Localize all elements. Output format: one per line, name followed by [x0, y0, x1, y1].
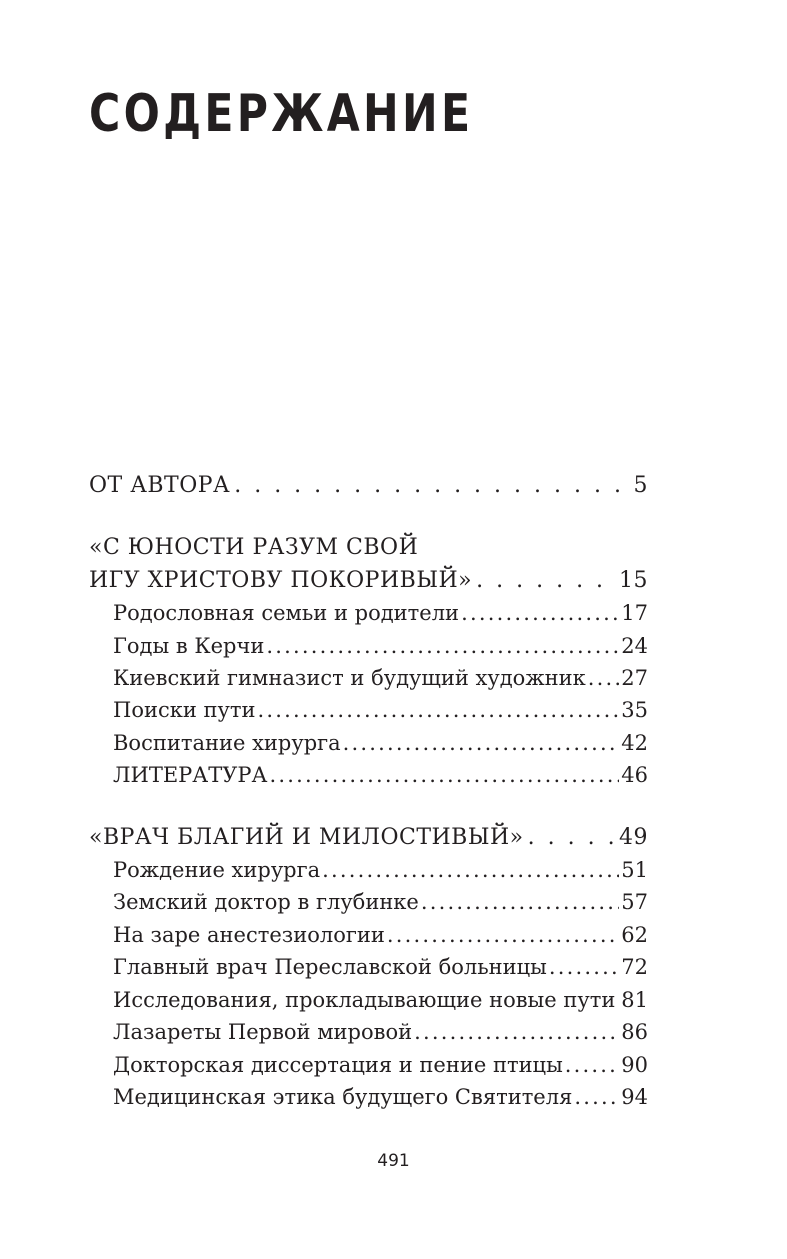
dot-leader [322, 854, 619, 886]
dot-leader [528, 822, 615, 854]
dot-leader [476, 565, 615, 597]
dot-leader [257, 694, 619, 726]
dot-leader [269, 759, 619, 791]
toc-entry-label: Главный врач Переславской больницы [113, 955, 547, 980]
dot-leader [549, 951, 619, 983]
toc-entry-part2[interactable] [89, 822, 648, 854]
toc-entry-label: «ВРАЧ БЛАГИЙ И МИЛОСТИВЫЙ» [89, 824, 524, 850]
toc-page-number: 46 [621, 763, 648, 788]
toc-page-number: 72 [621, 955, 648, 980]
toc-page-number: 15 [619, 567, 648, 593]
toc-page-number: 94 [621, 1084, 648, 1109]
toc-page-number: 51 [621, 858, 648, 883]
toc-subentry[interactable] [89, 919, 648, 951]
toc-subentry[interactable] [89, 984, 648, 1016]
toc-page-number: 49 [619, 824, 648, 850]
page-number: 491 [377, 1151, 410, 1171]
toc-subentry[interactable] [89, 630, 648, 662]
toc-entry-label: Поиски пути [113, 698, 256, 723]
toc-page-number: 90 [621, 1052, 648, 1077]
dot-leader [565, 1049, 619, 1081]
toc-entry-label: Родословная семьи и родители [113, 601, 460, 626]
toc-entry-label: ИГУ ХРИСТОВУ ПОКОРИВЫЙ» [89, 567, 473, 593]
toc-entry-intro[interactable] [89, 470, 648, 502]
toc-page-number: 24 [621, 633, 648, 658]
toc-subentry[interactable] [89, 759, 648, 791]
dot-leader [461, 597, 619, 629]
dot-leader [234, 470, 629, 502]
toc-entry-label: Рождение хирурга [113, 858, 321, 883]
toc-entry-label: Медицинская этика будущего Святителя [113, 1084, 573, 1109]
toc-page-number: 62 [621, 922, 648, 947]
dot-leader [421, 886, 619, 918]
toc-page-number: 42 [621, 730, 648, 755]
toc-subentry[interactable] [89, 1081, 648, 1113]
toc-subentry[interactable] [89, 597, 648, 629]
toc-subentry[interactable] [89, 1049, 648, 1081]
toc-entry-label: ЛИТЕРАТУРА [113, 763, 268, 788]
page-title: СОДЕРЖАНИЕ [89, 84, 474, 144]
toc-subentry[interactable] [89, 951, 648, 983]
dot-leader [588, 662, 619, 694]
toc-entry-label: Воспитание хирурга [113, 730, 341, 755]
toc-subentry[interactable] [89, 727, 648, 759]
toc-page-number: 81 [621, 987, 648, 1012]
toc-subentry[interactable] [89, 886, 648, 918]
table-of-contents [89, 470, 648, 1113]
toc-page-number: 27 [621, 666, 648, 691]
toc-entry-label: Исследования, прокладывающие новые пути [113, 987, 616, 1012]
dot-leader [343, 727, 620, 759]
toc-subentry[interactable] [89, 1016, 648, 1048]
toc-entry-label: Лазареты Первой мировой [113, 1020, 413, 1045]
toc-subentry[interactable] [89, 694, 648, 726]
dot-leader [387, 919, 619, 951]
toc-page-number: 57 [621, 890, 648, 915]
toc-subentry[interactable] [89, 854, 648, 886]
toc-entry-label: Докторская диссертация и пение птицы [113, 1052, 563, 1077]
toc-page-number: 5 [633, 473, 648, 498]
toc-entry-label: На заре анестезиологии [113, 922, 385, 947]
toc-entry-label: Киевский гимназист и будущий художник [113, 666, 586, 691]
dot-leader [617, 984, 619, 1016]
dot-leader [414, 1016, 619, 1048]
toc-entry-part1[interactable] [89, 565, 648, 597]
part1-title-line1: «С ЮНОСТИ РАЗУМ СВОЙ [89, 535, 419, 561]
dot-leader [266, 630, 619, 662]
toc-entry-label: Земский доктор в глубинке [113, 890, 419, 915]
toc-page-number: 17 [621, 601, 648, 626]
toc-entry-label: ОТ АВТОРА [89, 473, 231, 498]
toc-page-number: 86 [621, 1020, 648, 1045]
dot-leader [574, 1081, 619, 1113]
toc-entry-label: Годы в Керчи [113, 633, 265, 658]
toc-page-number: 35 [621, 698, 648, 723]
toc-subentry[interactable] [89, 662, 648, 694]
